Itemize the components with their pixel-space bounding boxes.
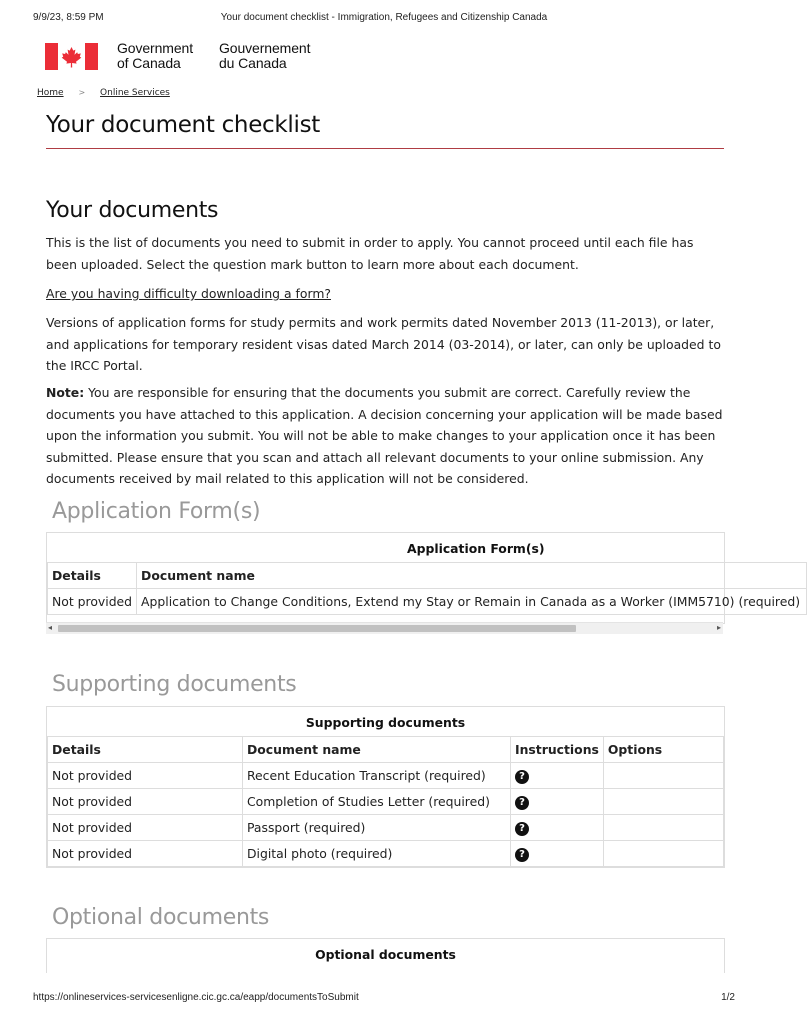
question-circle-icon[interactable]: ? [515,848,529,862]
breadcrumb-home-link[interactable]: Home [37,88,64,98]
row-details: Not provided [48,789,243,815]
intro-paragraph: This is the list of documents you need to submit in order to apply. You cannot proceed until each file has been uploaded. Select the question mark button to learn more about each document. [46,235,694,272]
col-document-name: Document name [137,563,807,589]
row-instructions [511,789,604,815]
difficulty-download-link[interactable]: Are you having difficulty downloading a form? [46,286,331,301]
optional-documents-heading: Optional documents [52,905,270,930]
canada-flag-icon [45,43,98,70]
col-details: Details [48,737,243,763]
print-url: https://onlineservices-servicesenligne.cic.gc.ca/eapp/documentsToSubmit [33,992,359,1003]
your-documents-heading: Your documents [46,198,219,223]
row-instructions [511,763,604,789]
table-row [48,589,807,615]
print-footer [0,992,768,1006]
col-details: Details [48,563,137,589]
col-options: Options [603,737,723,763]
supporting-documents-table-wrap [46,706,725,868]
application-forms-table-wrap [46,532,801,624]
title-divider [46,148,724,149]
table-header-row [48,737,724,763]
horizontal-scrollbar[interactable] [46,622,723,634]
application-forms-caption: Application Form(s) [407,541,545,556]
optional-documents-table-wrap [46,938,725,973]
note-paragraph [46,382,726,490]
optional-documents-table [47,939,724,968]
optional-documents-caption: Optional documents [315,947,456,962]
table-row [48,763,724,789]
table-row [48,841,724,867]
difficulty-paragraph [46,283,726,305]
scrollbar-thumb[interactable] [58,625,576,632]
supporting-documents-table [47,707,724,867]
row-options [603,841,723,867]
row-document-name: Digital photo (required) [243,841,511,867]
row-document-name: Completion of Studies Letter (required) [243,789,511,815]
application-forms-heading: Application Form(s) [52,499,261,524]
question-circle-icon[interactable]: ? [515,796,529,810]
question-circle-icon[interactable]: ? [515,822,529,836]
note-label: Note: [46,385,85,400]
row-details: Not provided [48,815,243,841]
versions-paragraph: Versions of application forms for study permits and work permits dated November 2013 (11-2013), or later, and applications for temporary resident visas dated March 2014 (03-2014), or later, can only be uploaded to the IRCC Portal. [46,315,721,373]
page-title: Your document checklist [46,112,320,138]
scroll-left-icon[interactable]: ◂ [48,623,53,632]
row-document-name: Application to Change Conditions, Extend my Stay or Remain in Canada as a Worker (IMM5710) (required) [137,589,807,615]
print-title: Your document checklist - Immigration, Refugees and Citizenship Canada [220,12,548,23]
row-details: Not provided [48,589,137,615]
supporting-documents-caption: Supporting documents [305,715,466,730]
row-document-name: Passport (required) [243,815,511,841]
gov-name-fr: Gouvernement du Canada [219,40,311,71]
scroll-right-icon[interactable]: ▸ [716,623,721,632]
table-row [48,815,724,841]
row-details: Not provided [48,763,243,789]
table-header-row [48,563,807,589]
print-page-number: 1/2 [721,992,735,1003]
row-options [603,815,723,841]
row-instructions [511,841,604,867]
breadcrumb [37,88,170,98]
note-text: You are responsible for ensuring that the documents you submit are correct. Carefully review the documents you have attached to this application. A decision concerning your application will be made based upon the information you submit. You will not be able to make changes to your application once it has been submitted. Please ensure that you scan and attach all relevant documents to your online submission. Any documents received by mail related to this application will not be considered. [46,385,723,486]
supporting-documents-heading: Supporting documents [52,672,297,697]
gov-name-en: Government of Canada [117,40,194,71]
row-options [603,789,723,815]
col-instructions: Instructions [511,737,604,763]
table-row [48,789,724,815]
row-options [603,763,723,789]
question-circle-icon[interactable]: ? [515,770,529,784]
col-document-name: Document name [243,737,511,763]
application-forms-table [47,533,807,615]
row-instructions [511,815,604,841]
print-header [0,12,768,26]
row-details: Not provided [48,841,243,867]
breadcrumb-separator: > [78,88,86,97]
row-document-name: Recent Education Transcript (required) [243,763,511,789]
breadcrumb-online-services-link[interactable]: Online Services [100,88,170,98]
print-date: 9/9/23, 8:59 PM [33,12,104,23]
